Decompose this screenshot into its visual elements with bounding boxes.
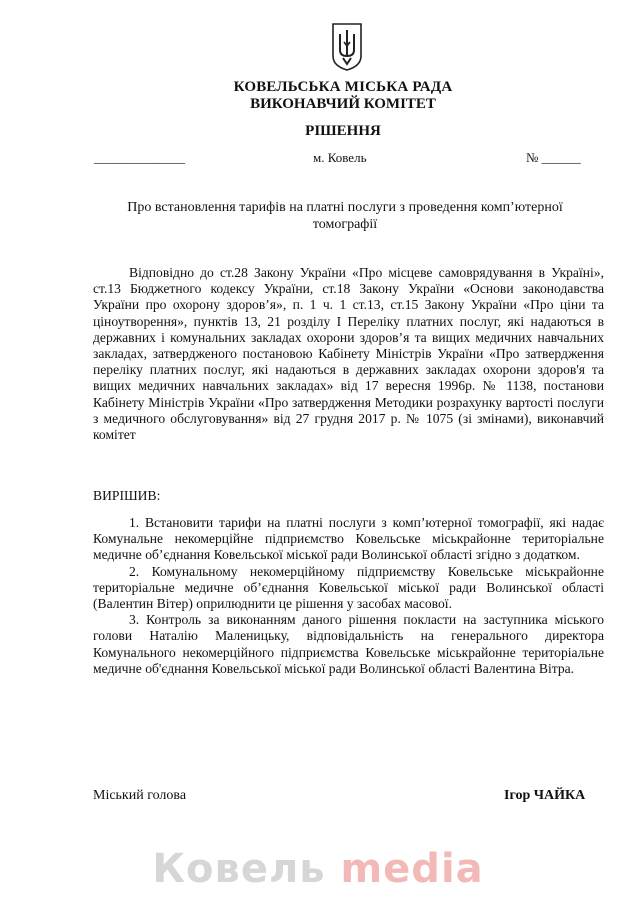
document-number: № ______ bbox=[526, 150, 581, 165]
resolution-item-2: 2. Комунальному некомерційному підприємству Ковельське міськрайонне територіальне медичне об’єднання Ковельської міської ради Волинської області (Валентин Вітер) оприлюднити це рішення у засобах масової. bbox=[93, 563, 604, 612]
watermark-logo bbox=[0, 846, 636, 892]
resolution-items bbox=[93, 515, 604, 677]
org-name-line1: КОВЕЛЬСЬКА МІСЬКА РАДА bbox=[233, 79, 453, 95]
city-label: м. Ковель bbox=[313, 150, 367, 165]
resolved-label: ВИРІШИВ: bbox=[93, 488, 161, 503]
signatory-name: Ігор ЧАЙКА bbox=[504, 788, 586, 803]
watermark-part1: Ковель bbox=[152, 846, 326, 892]
document-title: Про встановлення тарифів на платні послуги з проведення комп’ютерної томографії bbox=[127, 200, 563, 232]
resolution-item-1: 1. Встановити тарифи на платні послуги з комп’ютерної томографії, які надає Комунальне некомерційне підприємство Ковельське міськрайонне територіальне медичне об’єднання Ковельської міської ради Волинської області згідно з додатком. bbox=[93, 515, 604, 563]
signatory-position: Міський голова bbox=[93, 788, 187, 803]
resolution-item-3: 3. Контроль за виконанням даного рішення покласти на заступника міського голови Наталію Маленицьку, відповідальність на генерального директора Комунального некомерційного підприємства Ковельське міськрайонне територіальне медичне об'єднання Ковельської міської ради Волинської області Валентина Вітра. bbox=[93, 612, 604, 676]
trident-coat-of-arms-icon bbox=[330, 22, 364, 72]
document-type: РІШЕННЯ bbox=[305, 123, 381, 139]
org-name-line2: ВИКОНАВЧИЙ КОМІТЕТ bbox=[250, 96, 436, 112]
watermark-part2: media bbox=[340, 846, 484, 892]
date-blank: ______________ bbox=[94, 150, 185, 165]
preamble-paragraph: Відповідно до ст.28 Закону України «Про місцеве самоврядування в Україні», ст.13 Бюджетного кодексу України, ст.18 Закону України «Основи законодавства України про охорону здоров’я», п. 1 ч. 1 ст.13, ст.15 Закону України «Про ціни та ціноутворення», пунктів 13, 21 розділу І Переліку платних послуг, які надаються в державних і комунальних закладах охорони здоров’я та вищих медичних навчальних закладах, затвердженого постановою Кабінету Міністрів України «Про затвердження переліку платних послуг, які надаються в державних закладах охорони здоров'я та вищих медичних навчальних закладах» від 17 вересня 1996р. № 1138, постанови Кабінету Міністрів України «Про затвердження Методики розрахунку вартості послуги з медичного обслуговування» від 27 грудня 2017 р. № 1075 (зі змінами), виконавчий комітет bbox=[93, 265, 604, 443]
